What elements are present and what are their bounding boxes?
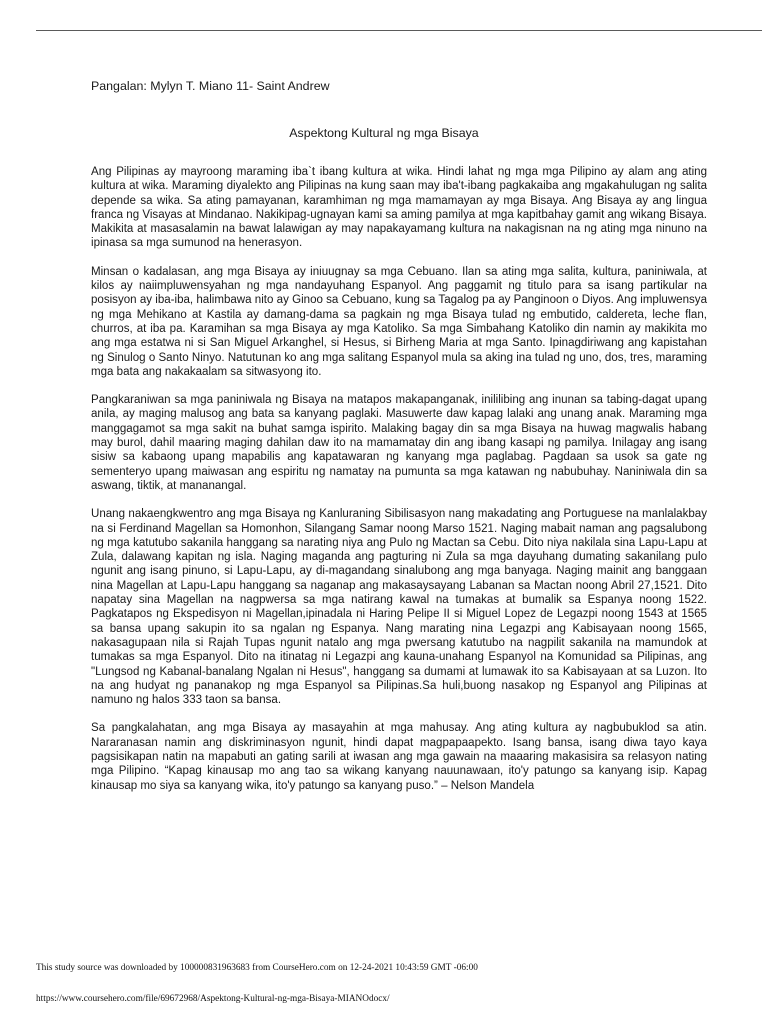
paragraph-spanish-influence: Minsan o kadalasan, ang mga Bisaya ay iniuugnay sa mga Cebuano. Ilan sa ating mga salita, kultura, paniniwala, at kilos ay naiimpluwensyahan ng mga nandayuhang Espanyol. Ang paggamit ng titulo para sa isang partikular na posisyon ay iba-iba, halimbawa nito ay Ginoo sa Cebuano, kung sa Tagalog pa ay Panginoon o Diyos. Ang impluwensya ng mga Mehikano at Kastila ay damang-dama sa pagkain ng mga Bisaya tulad ng embutido, caldereta, leche flan, churros, at iba pa. Karamihan sa mga Bisaya ay mga Katoliko. Sa mga Simbahang Katoliko din namin ay makikita mo ang mga estatwa ni si San Miguel Arkanghel, si Hesus, si Birheng Maria at mga Santo. Ipinagdiriwang ang kapistahan ng Sinulog o Santo Ninyo. Natutunan ko ang mga salitang Espanyol mula sa aking ina tulad ng uno, dos, tres, maraming mga bata ang nakakaalam sa sitwasyong ito. bbox=[91, 265, 707, 378]
paragraph-beliefs: Pangkaraniwan sa mga paniniwala ng Bisaya na matapos makapanganak, inililibing ang inunan sa tabing-dagat upang anila, ay maging malusog ang bata sa kanyang paglaki. Masuwerte daw kapag lalaki ang unang anak. Maraming mga manggagamot sa mga sakit na buhat samga ispirito. Malaking bagay din sa mga Bisaya na huwag magwalis habang may burol, dahil maaring maging dahilan daw ito na mamamatay din ang ibang kasapi ng pamilya. Inilagay ang isang sisiw sa kabaong upang mapabilis ang kapatawaran ng kanyang mga paglabag. Pagdaan sa usok sa gate ng sementeryo upang maiwasan ang espiritu ng namatay na pumunta sa mga katawan ng nabubuhay. Naniniwala din sa aswang, tiktik, at mananangal. bbox=[91, 394, 707, 492]
top-divider bbox=[36, 30, 762, 31]
student-name-header: Pangalan: Mylyn T. Miano 11- Saint Andrew bbox=[91, 79, 330, 93]
document-title: Aspektong Kultural ng mga Bisaya bbox=[289, 126, 479, 140]
essay-body bbox=[91, 165, 707, 793]
source-url-link[interactable]: https://www.coursehero.com/file/69672968/Aspektong-Kultural-ng-mga-Bisaya-MIANOdocx/ bbox=[36, 994, 390, 1004]
download-notice: This study source was downloaded by 100000831963683 from CourseHero.com on 12-24-2021 10:43:59 GMT -06:00 bbox=[36, 963, 478, 973]
paragraph-conclusion: Sa pangkalahatan, ang mga Bisaya ay masayahin at mga mahusay. Ang ating kultura ay nagbubuklod sa atin. Nararanasan namin ang diskriminasyon ngunit, hindi dapat magpapaapekto. Isang bansa, isang diwa tayo kaya pagsisikapan natin na mapabuti an gating sarili at iwasan ang mga gawain na maaaring makasisira sa relasyon nating mga Pilipino. “Kapag kinausap mo ang tao sa wikang kanyang nauunawaan, ito'y patungo sa kanyang isip. Kapag kinausap mo siya sa kanyang wika, ito'y patungo sa kanyang puso.” – Nelson Mandela bbox=[91, 722, 707, 792]
paragraph-intro: Ang Pilipinas ay mayroong maraming iba`t ibang kultura at wika. Hindi lahat ng mga mga Pilipino ay alam ang ating kultura at wika. Maraming diyalekto ang Pilipinas na kung saan may iba't-ibang pagkakaiba ang mgakahulugan ng salita depende sa wika. Sa ating pamayanan, karamhiman ng mga mamamayan ay mga Bisaya. Ang Bisaya ay ang lingua franca ng Visayas at Mindanao. Nakikipag-ugnayan kami sa aming pamilya at mga kapitbahay gamit ang wikang Bisaya. Makikita at masasalamin na bawat lalawigan ay may napakayamang kultura na nakagisnan na ng ating mga ninuno na ipinasa sa mga sumunod na henerasyon. bbox=[91, 166, 707, 250]
paragraph-history: Unang nakaengkwentro ang mga Bisaya ng Kanluraning Sibilisasyon nang makadating ang Portuguese na manlalakbay na si Ferdinand Magellan sa Homonhon, Silangang Samar noong Marso 1521. Naging mabait naman ang pagsalubong ng mga katutubo sakanila hanggang sa narating niya ang Pulo ng Mactan sa Cebu. Dito niya nakilala sina Lapu-Lapu at Zula, dalawang kapitan ng isla. Naging maganda ang pagturing ni Zula sa mga dayuhang dumating sakanilang pulo ngunit ang isang pinuno, si Lapu-Lapu, ay di-magandang sinalubong ang mga banyaga. Naging mainit ang banggaan nina Magellan at Lapu-Lapu hanggang sa naganap ang makasaysayang Labanan sa Mactan noong Abril 27,1521. Dito napatay sina Magellan na nagpwersa sa mga natirang kawal na tumakas at bumalik sa Espanya noong 1522. Pagkatapos ng Ekspedisyon ni Magellan,ipinadala ni Haring Pelipe II si Miguel Lopez de Legazpi noong 1543 at 1565 sa bansa upang sakupin ito sa ngalan ng Espanya. Nang marating nina Legazpi ang Kabisayaan noong 1565, nakasagupaan nila si Rajah Tupas ngunit natalo ang mga pwersang katutubo na nagpilit sakanila na mamundok at tumakas sa mga Espanyol. Dito na itinatag ni Legazpi ang kauna-unahang Espanyol na Komunidad sa Pilipinas, ang "Lungsod ng Kabanal-banalang Ngalan ni Hesus", hanggang sa dumami at lumawak ito sa Kabisayaan at sa Luzon. Ito na ang hudyat ng pananakop ng mga Espanyol sa Pilipinas.Sa huli,buong nasakop ng Espanyol ang Pilipinas at namuno ng halos 333 taon sa bansa. bbox=[91, 508, 707, 707]
